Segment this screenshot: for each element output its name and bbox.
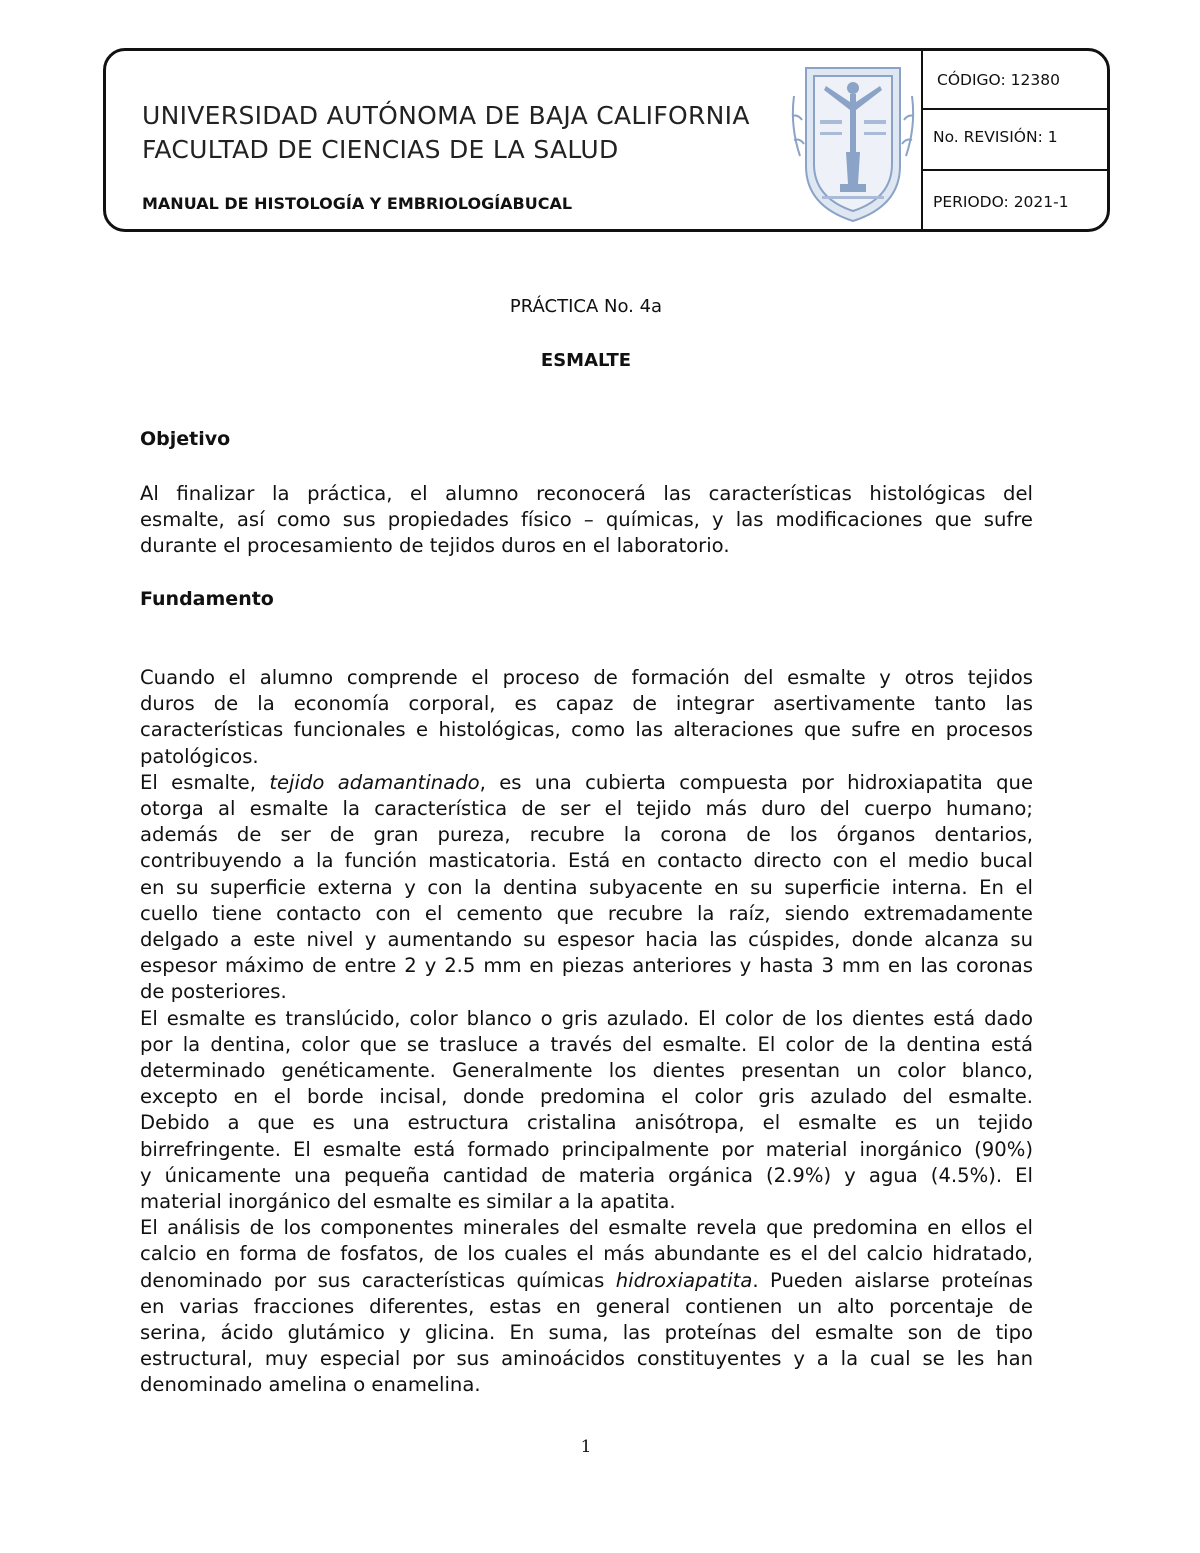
paragraph-line: por la dentina, color que se trasluce a través del esmalte. El color de la dentina está — [140, 1032, 1033, 1056]
paragraph-line: características funcionales e histológicas, como las alteraciones que sufre en procesos — [140, 718, 1033, 742]
paragraph-line: en su superficie externa y con la dentina subyacente en su superficie interna. En el — [140, 875, 1033, 899]
university-name: UNIVERSIDAD AUTÓNOMA DE BAJA CALIFORNIA — [142, 101, 750, 130]
paragraph-line: Debido a que es una estructura cristalina anisótropa, el esmalte es un tejido — [140, 1111, 1033, 1135]
paragraph-line: espesor máximo de entre 2 y 2.5 mm en piezas anteriores y hasta 3 mm en las coronas — [140, 954, 1033, 978]
paragraph-line: serina, ácido glutámico y glicina. En suma, las proteínas del esmalte son de tipo — [140, 1321, 1033, 1345]
paragraph-line: en varias fracciones diferentes, estas en general contienen un alto porcentaje de — [140, 1294, 1033, 1318]
paragraph-line: duros de la economía corporal, es capaz de integrar asertivamente tanto las — [140, 692, 1033, 716]
paragraph-line: El análisis de los componentes minerales del esmalte revela que predomina en ellos el — [140, 1216, 1033, 1240]
page-number: 1 — [580, 1437, 592, 1457]
paragraph-line: durante el procesamiento de tejidos duros en el laboratorio. — [140, 534, 730, 558]
paragraph-line: El esmalte, tejido adamantinado, es una cubierta compuesta por hidroxiapatita que — [140, 770, 1033, 794]
paragraph-line: contribuyendo a la función masticatoria. Está en contacto directo con el medio bucal — [140, 849, 1033, 873]
italic-term: tejido adamantinado — [269, 770, 480, 794]
paragraph-line: estructural, muy especial por sus aminoácidos constituyentes y a la cual se les han — [140, 1347, 1033, 1371]
practice-topic: ESMALTE — [540, 350, 632, 371]
faculty-name: FACULTAD DE CIENCIAS DE LA SALUD — [142, 135, 619, 164]
paragraph-line: patológicos. — [140, 744, 259, 768]
period: PERIODO: 2021-1 — [933, 193, 1069, 211]
meta-divider — [923, 169, 1109, 171]
document-header — [103, 48, 1110, 232]
university-seal-icon — [788, 56, 918, 226]
paragraph-line: delgado a este nivel y aumentando su espesor hacia las cúspides, donde alcanza su — [140, 928, 1033, 952]
objective-paragraph — [140, 481, 1033, 560]
paragraph-line: esmalte, así como sus propiedades físico – químicas, y las modificaciones que sufre — [140, 508, 1033, 532]
objective-heading: Objetivo — [140, 428, 231, 450]
paragraph-line: cuello tiene contacto con el cemento que recubre la raíz, siendo extremadamente — [140, 901, 1033, 925]
paragraph-line: y únicamente una pequeña cantidad de materia orgánica (2.9%) y agua (4.5%). El — [140, 1163, 1033, 1187]
foundation-heading: Fundamento — [140, 588, 274, 610]
paragraph-line: otorga al esmalte la característica de ser el tejido más duro del cuerpo humano; — [140, 797, 1033, 821]
paragraph-line: El esmalte es translúcido, color blanco o gris azulado. El color de los dientes está dado — [140, 1006, 1033, 1030]
paragraph-line: excepto en el borde incisal, donde predomina el color gris azulado del esmalte. — [140, 1085, 1033, 1109]
revision-number: No. REVISIÓN: 1 — [933, 128, 1058, 146]
paragraph-line: determinado genéticamente. Generalmente los dientes presentan un color blanco, — [140, 1059, 1033, 1083]
foundation-paragraph — [140, 665, 1033, 1399]
paragraph-line: además de ser de gran pureza, recubre la corona de los órganos dentarios, — [140, 823, 1033, 847]
paragraph-line: de posteriores. — [140, 980, 287, 1004]
italic-term: hidroxiapatita — [615, 1268, 753, 1292]
paragraph-line: birrefringente. El esmalte está formado principalmente por material inorgánico (90%) — [140, 1137, 1033, 1161]
document-metadata — [921, 48, 1112, 232]
paragraph-line: Al finalizar la práctica, el alumno reconocerá las características histológicas del — [140, 482, 1033, 505]
practice-number: PRÁCTICA No. 4a — [509, 296, 663, 317]
paragraph-line: material inorgánico del esmalte es similar a la apatita. — [140, 1190, 676, 1214]
manual-title: MANUAL DE HISTOLOGÍA Y EMBRIOLOGÍABUCAL — [142, 194, 573, 213]
paragraph-line: Cuando el alumno comprende el proceso de formación del esmalte y otros tejidos — [140, 666, 1033, 689]
paragraph-line: denominado por sus características químicas hidroxiapatita. Pueden aislarse proteínas — [140, 1268, 1033, 1292]
document-code: CÓDIGO: 12380 — [937, 71, 1060, 89]
paragraph-line: denominado amelina o enamelina. — [140, 1373, 481, 1397]
meta-divider — [923, 108, 1109, 110]
paragraph-line: calcio en forma de fosfatos, de los cuales el más abundante es el del calcio hidratado, — [140, 1242, 1033, 1266]
